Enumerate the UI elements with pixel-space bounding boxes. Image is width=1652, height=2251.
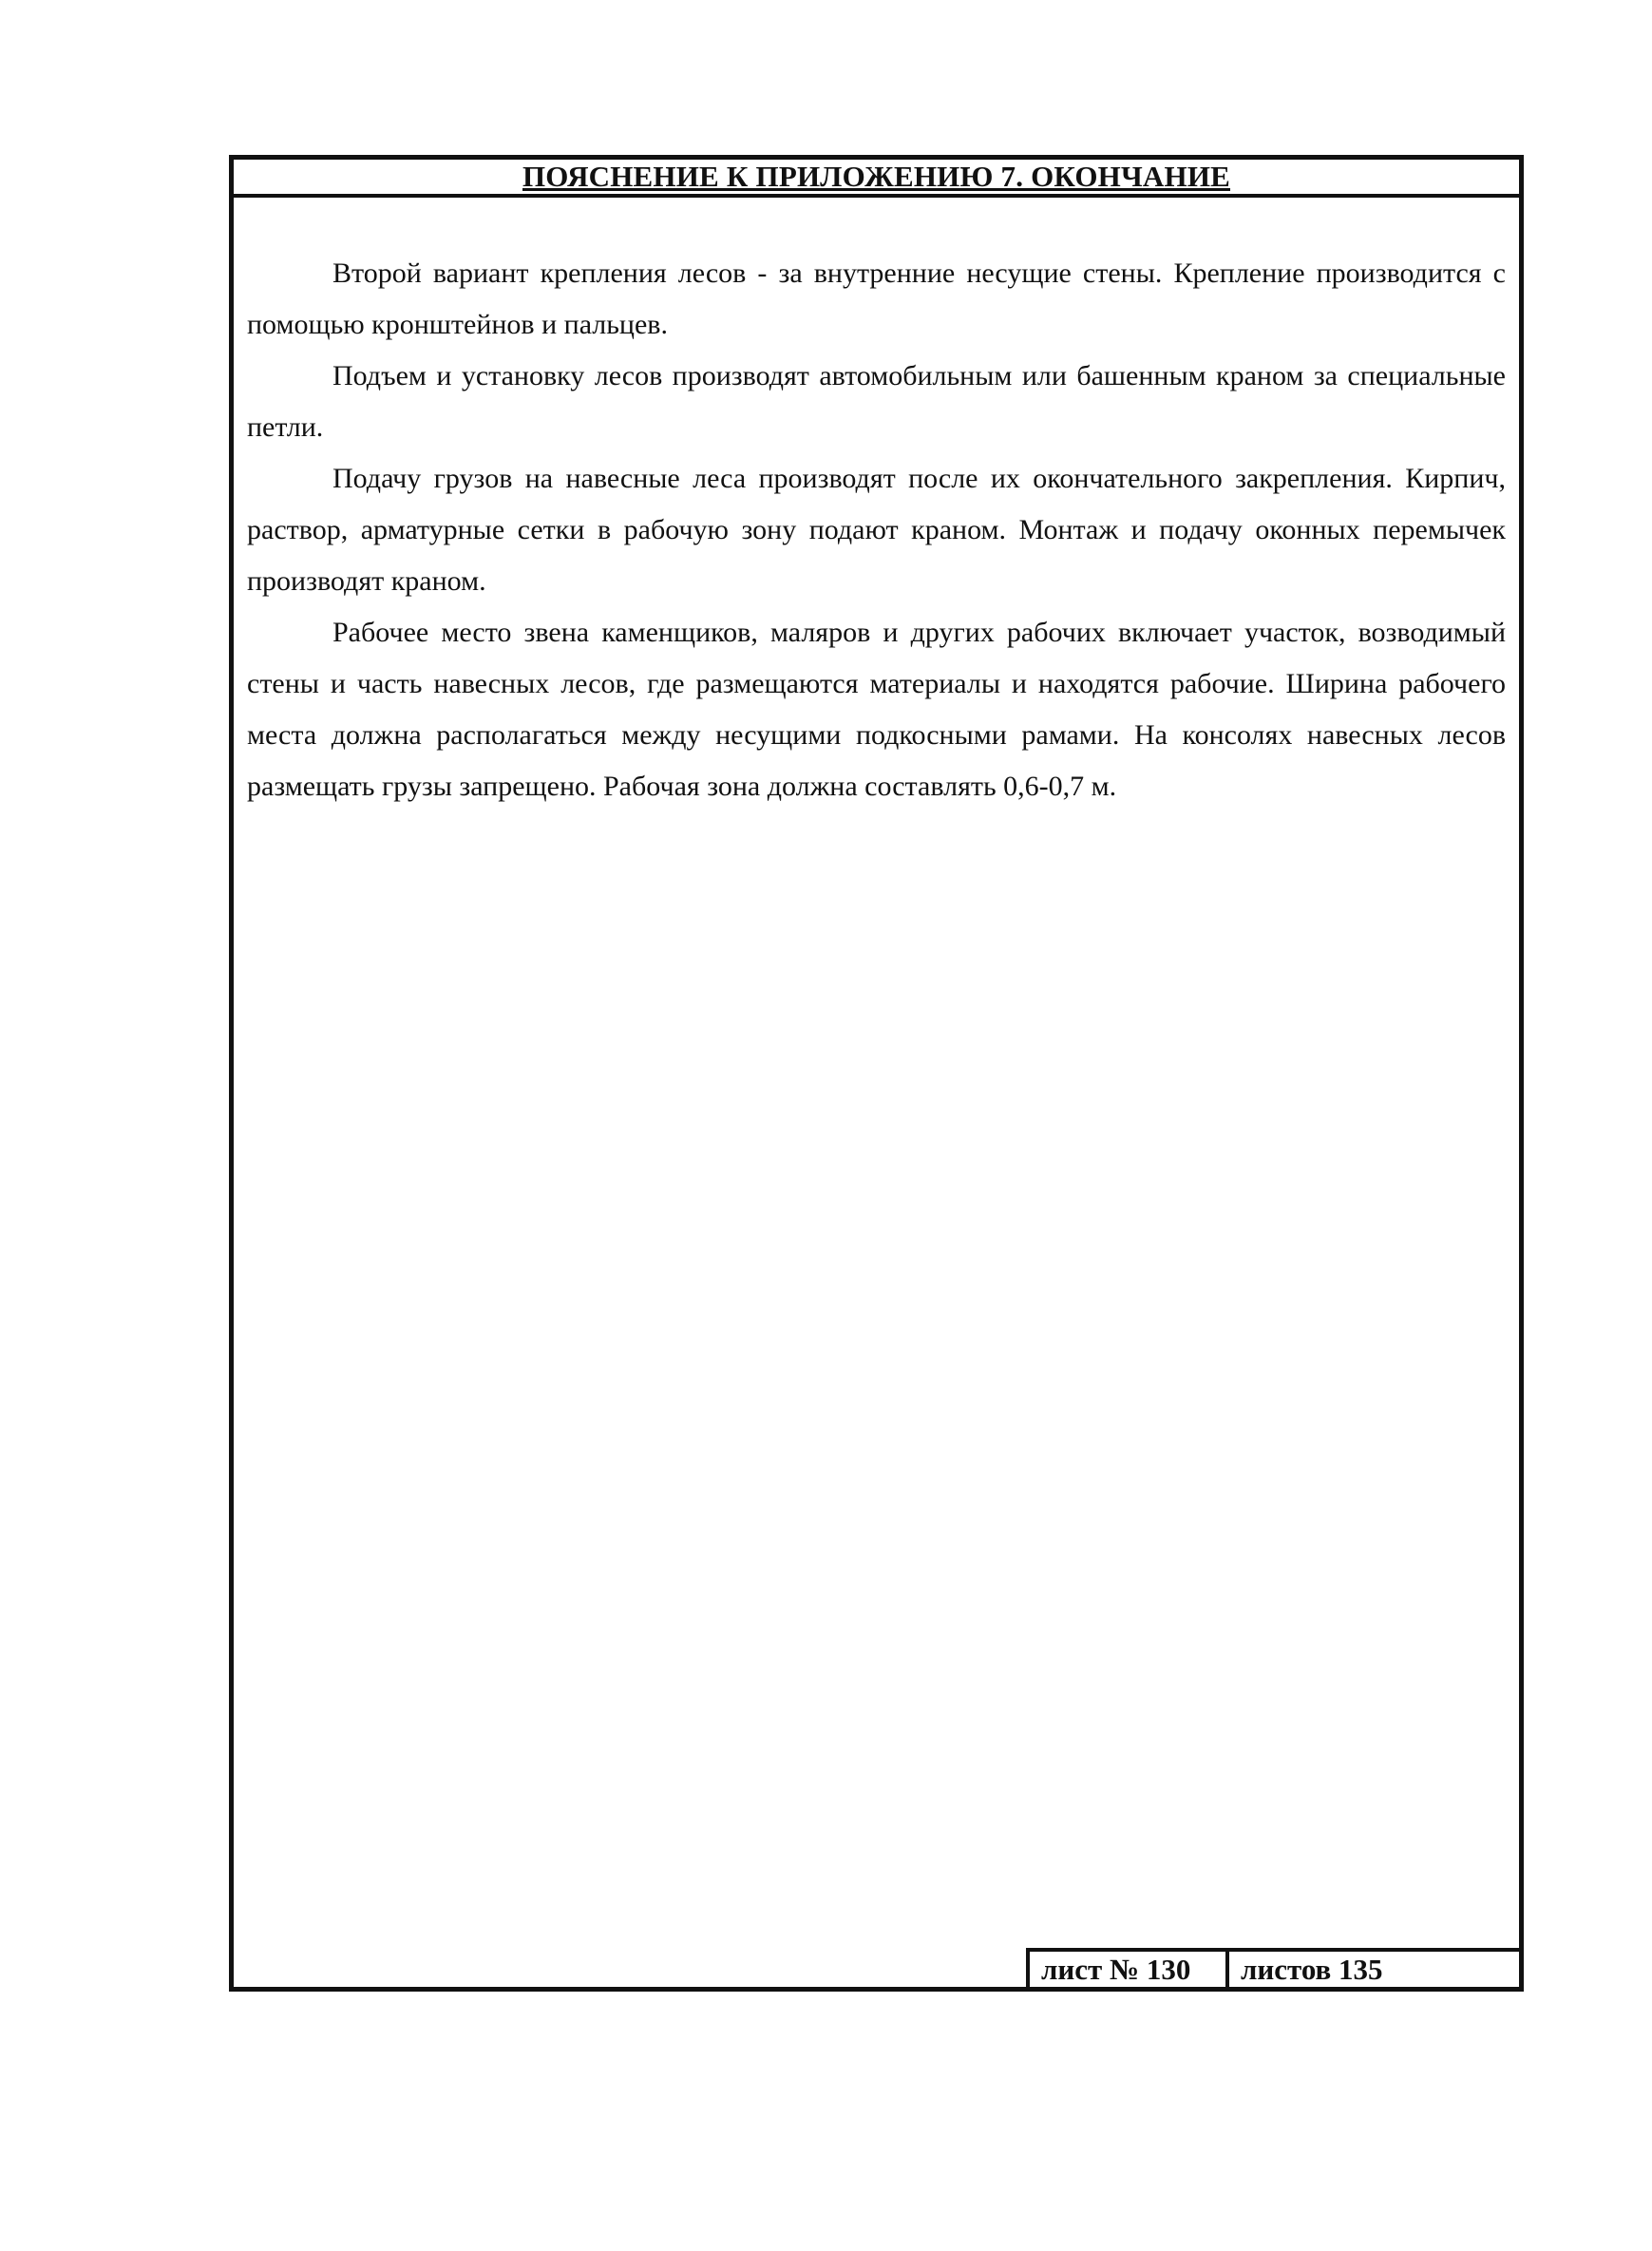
paragraph: Второй вариант крепления лесов - за внутренние несущие стены. Крепление производится с помощью кронштейнов и пальцев. bbox=[247, 258, 1506, 340]
page-title: ПОЯСНЕНИЕ К ПРИЛОЖЕНИЮ 7. ОКОНЧАНИЕ bbox=[522, 160, 1231, 193]
paragraph: Подачу грузов на навесные леса производят после их окончательного закрепления. Кирпич, раствор, арматурные сетки в рабочую зону подают краном. Монтаж и подачу оконных перемычек производят краном. bbox=[247, 463, 1506, 597]
body-text bbox=[247, 248, 1506, 812]
sheet-total: листов 135 bbox=[1241, 1953, 1383, 1986]
sheet-number: лист № 130 bbox=[1030, 1952, 1229, 1987]
paragraph: Рабочее место звена каменщиков, маляров и других рабочих включает участок, возводимый стены и часть навесных лесов, где размещаются материалы и находятся рабочие. Ширина рабочего места должна располагаться между несущими подкосными рамами. На консолях навесных лесов размещать грузы запрещено. Рабочая зона должна составлять 0,6-0,7 м. bbox=[247, 617, 1506, 802]
sheet-frame bbox=[229, 155, 1524, 1992]
paragraph: Подъем и установку лесов производят автомобильным или башенным краном за специальные петли. bbox=[247, 360, 1506, 443]
sheet-stamp bbox=[1026, 1948, 1524, 1992]
title-bar bbox=[234, 160, 1519, 198]
